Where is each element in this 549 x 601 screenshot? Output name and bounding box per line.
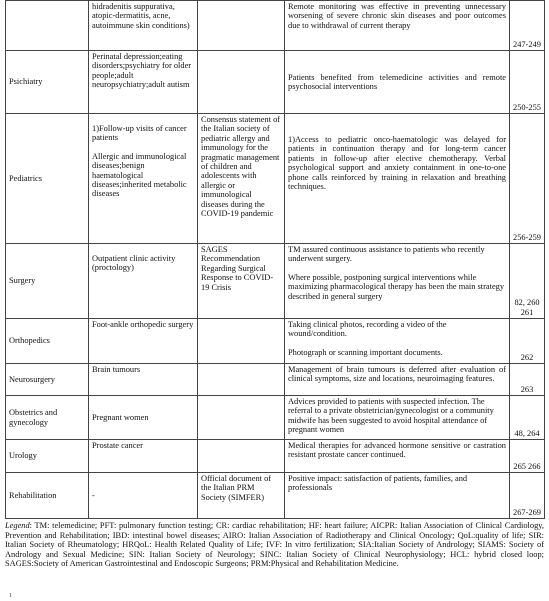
table-row (6, 114, 545, 244)
population-cell (89, 114, 198, 244)
outcome-text: 1)Access to pediatric onco-haematologic was delayed for patients in continuation therapy and for long-term cancer patients in follow-up after elective chemotherapy. Verbal psychological support and anxiety containment in one-to-one phone calls reinforced by training in relaxation and breathing techniques. (288, 135, 506, 192)
refs-cell: 48, 264 (510, 396, 545, 440)
population-cell: Foot-ankle orthopedic surgery (89, 319, 198, 364)
population-text: Outpatient clinic activity (proctology) (92, 254, 176, 273)
table-row (6, 364, 545, 396)
table-row (6, 319, 545, 364)
guidelines-cell (198, 51, 285, 114)
outcome-cell (285, 364, 510, 396)
outcome-text: Positive impact: satisfaction of patients, families, and professionals (288, 474, 468, 493)
specialty-cell: Obstetrics and gynecology (6, 396, 89, 440)
legend-text: : TM: telemedicine; PFT: pulmonary function testing; CR: cardiac rehabilitation; HF: heart failure; AICPR: Italian Association of Clinical Cardiology, Prevention and Rehabilitation; IBD: intestinal bowel diseases; AIRO: Italian Association of Radiotherapy and Clinical Oncology; QoL:quality of life; SIR: Italian Society of Rheumatology; HRQoL: Health Related Quality of Life; IVF: In vitro fertilization; SIA:Italian Society of Andrology; SIAMS: Society of Andrology and Sexual Medicine; SIN: Italian Society of Neurology; SINC: Italian Society of Clinical Neurophysiology; HCL: hybrid closed loop; SAGES:Society of American Gastrointestinal and Endoscopic Surgeons; PRM:Physical and Rehabilitation Medicine. (5, 521, 544, 569)
outcome-cell (285, 114, 510, 244)
specialty-cell: Surgery (6, 244, 89, 319)
refs-cell: 267-269 (510, 473, 545, 519)
refs-cell: 265 266 (510, 440, 545, 473)
footnote-mark: 1 (9, 593, 12, 599)
outcome-cell (285, 319, 510, 364)
outcome-text: TM assured continuous assistance to patients who recently underwent surgery. (288, 245, 485, 264)
legend-label: Legend (5, 521, 30, 530)
refs-cell: 263 (510, 364, 545, 396)
guidelines-cell: Consensus statement of the Italian society of pediatric allergy and immunology for the pragmatic management of children and adolescents with allergic or immunological diseases during the COVID-19 pandemic (198, 114, 285, 244)
refs-cell: 256-259 (510, 114, 545, 244)
outcome-cell (285, 396, 510, 440)
population-cell: Pregnant women (89, 396, 198, 440)
table-row (6, 440, 545, 473)
population-cell (89, 244, 198, 319)
refs-cell: 247-249 (510, 1, 545, 51)
guidelines-cell (198, 319, 285, 364)
outcome-cell (285, 1, 510, 51)
population-cell: Prostate cancer (89, 440, 198, 473)
outcome-text: Medical therapies for advanced hormone sensitive or castration resistant prostate cancer continued. (288, 441, 506, 460)
guidelines-cell (198, 1, 285, 51)
guidelines-cell (198, 364, 285, 396)
guidelines-cell: Official document of the Italian PRM Society (SIMFER) (198, 473, 285, 519)
refs-cell: 82, 260 261 (510, 244, 545, 319)
outcome-text: Remote monitoring was effective in preventing unnecessary worsening of severe chronic skin diseases and poor outcomes due to withdrawal of current therapy (288, 2, 506, 30)
table-row (6, 473, 545, 519)
population-cell: Brain tumours (89, 364, 198, 396)
guidelines-cell: SAGES Recommendation Regarding Surgical Response to COVID-19 Crisis (198, 244, 285, 319)
specialty-cell: Urology (6, 440, 89, 473)
population-text: Allergic and immunological diseases;benign haematological diseases;inherited metabolic diseases (92, 151, 187, 199)
outcome-text: Advices provided to patients with suspected infection. The referral to a private obstetrician/gynecologist or a community midwife has been suggested to avoid hospital attendance of pregnant women (288, 397, 494, 435)
guidelines-cell (198, 396, 285, 440)
population-cell: hidradenitis suppurativa, atopic-dermatitis, acne, autoimmune skin conditions) (89, 1, 198, 51)
table-row (6, 1, 545, 51)
table-row (6, 244, 545, 319)
specialty-cell: Psichiatry (6, 51, 89, 114)
guidelines-cell (198, 440, 285, 473)
outcome-cell (285, 440, 510, 473)
specialty-cell: Neurosurgery (6, 364, 89, 396)
specialty-cell: Rehabilitation (6, 473, 89, 519)
outcome-text: Patients benefited from telemedicine activities and remote psychosocial interventions (288, 72, 506, 91)
population-text: 1)Follow-up visits of cancer patients (92, 124, 187, 143)
table-row (6, 396, 545, 440)
refs-cell: 262 (510, 319, 545, 364)
outcome-cell (285, 244, 510, 319)
population-cell: Perinatal depression;eating disorders;psychiatry for older people;adult neuropsychiatry;adult autism (89, 51, 198, 114)
specialty-cell: Orthopedics (6, 319, 89, 364)
outcome-text: Taking clinical photos, recording a video of the wound/condition. (288, 320, 447, 339)
telemedicine-table (5, 0, 545, 519)
outcome-cell (285, 51, 510, 114)
outcome-text: Management of brain tumours is deferred after evaluation of clinical symptoms, size and locations, neuroimaging features. (288, 365, 506, 384)
table-legend (5, 521, 544, 569)
outcome-cell (285, 473, 510, 519)
specialty-cell: Pediatrics (6, 114, 89, 244)
population-cell: - (89, 473, 198, 519)
table-row (6, 51, 545, 114)
specialty-cell (6, 1, 89, 51)
outcome-text: Photograph or scanning important documents. (288, 347, 443, 357)
refs-cell: 250-255 (510, 51, 545, 114)
outcome-text: Where possible, postponing surgical interventions while maximizing pharmacological therapy has been the main strategy described in general surgery (288, 272, 505, 301)
